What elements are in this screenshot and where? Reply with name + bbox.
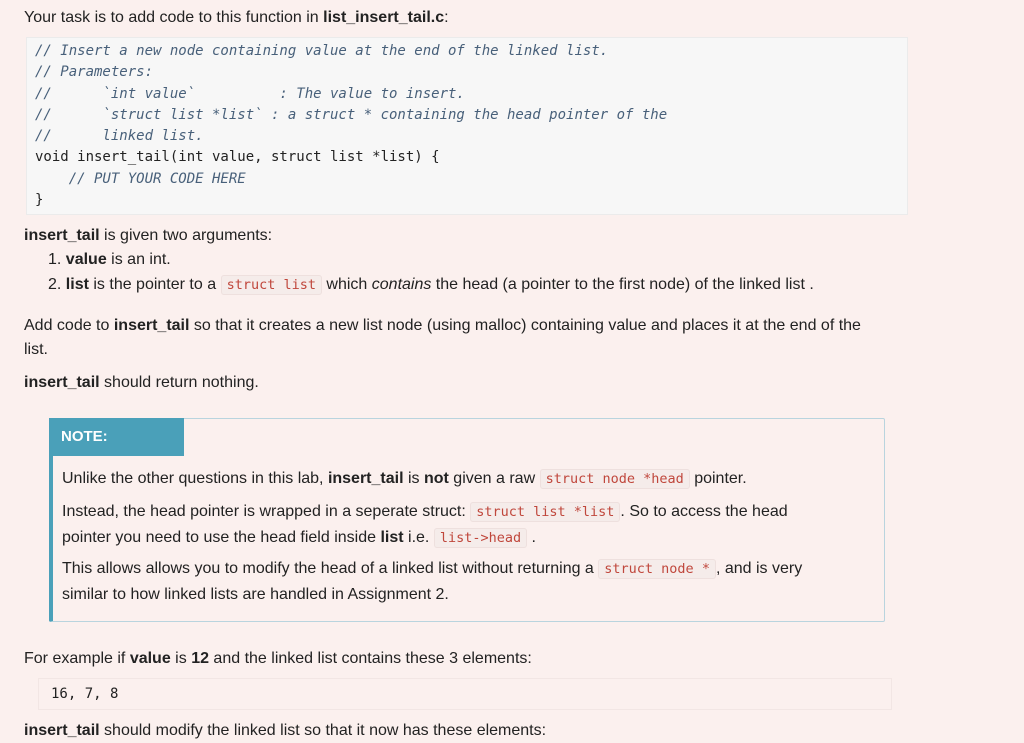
note-paragraph-1 [62, 466, 862, 492]
arg-2-em: contains [371, 276, 432, 293]
note-paragraph-3 [62, 556, 862, 607]
arg-1-name: value [65, 251, 107, 268]
after-name: insert_tail [24, 722, 100, 739]
code-line-2: // Parameters: [35, 64, 154, 81]
note-p3-line2: similar to how linked lists are handled in Assignment 2. [62, 586, 449, 603]
after-rest: should modify the linked list so that it now has these elements: [99, 722, 547, 739]
arg-2-post-b: the head (a pointer to the first node) of the linked list . [431, 276, 814, 293]
add-code-line2: list. [24, 341, 48, 358]
example-pre: For example if [24, 650, 130, 667]
note-p2-end: . [531, 529, 536, 546]
note-p3-pre: This allows allows you to modify the head of a linked list without returning a [62, 560, 599, 577]
note-p1-mid: is [403, 470, 424, 487]
struct-node-head-code: struct node *head [540, 469, 690, 489]
returns-rest: should return nothing. [99, 374, 259, 391]
example-mid2: and the linked list contains these 3 elements: [208, 650, 532, 667]
note-p1-post: given a raw [448, 470, 540, 487]
add-code-paragraph [24, 314, 924, 362]
note-p2-ie: i.e. [403, 529, 434, 546]
list-head-code: list->head [434, 528, 527, 548]
struct-list-code: struct list [221, 275, 322, 295]
code-block [26, 37, 908, 215]
code-line-5: // linked list. [35, 128, 204, 145]
note-p1-pre: Unlike the other questions in this lab, [62, 470, 328, 487]
args-intro [24, 224, 272, 248]
example-value: 12 [191, 650, 209, 667]
code-line-4: // `struct list *list` : a struct * containing the head pointer of the [35, 106, 668, 123]
arg-2-num: 2. [48, 276, 62, 293]
code-line-6: void insert_tail(int value, struct list *list) { [35, 149, 440, 166]
intro-filename: list_insert_tail.c [323, 9, 445, 26]
note-p3-post: , and is very [715, 560, 803, 577]
returns-name: insert_tail [24, 374, 100, 391]
code-line-3: // `int value` : The value to insert. [35, 85, 465, 102]
arg-item-2 [48, 273, 814, 297]
returns-paragraph [24, 371, 259, 395]
note-p2-pre: Instead, the head pointer is wrapped in a seperate struct: [62, 503, 471, 520]
note-p2-name: list [380, 529, 404, 546]
note-paragraph-2 [62, 499, 862, 551]
intro-suffix: : [444, 9, 449, 26]
note-header: NOTE: [49, 418, 184, 456]
note-p2-line2: pointer you need to use the head field inside [62, 529, 381, 546]
intro-prefix: Your task is to add code to this function in [24, 9, 324, 26]
arg-2-name: list [65, 276, 89, 293]
intro-text [24, 7, 449, 29]
note-p1-not: not [423, 470, 449, 487]
example-value-label: value [129, 650, 171, 667]
note-p1-end: pointer. [694, 470, 747, 487]
arg-2-pre: is the pointer to a [88, 276, 221, 293]
code-line-1: // Insert a new node containing value at the end of the linked list. [35, 43, 609, 59]
example-paragraph [24, 647, 532, 671]
args-intro-rest: is given two arguments: [99, 227, 273, 244]
arg-1-num: 1. [48, 251, 62, 268]
arg-item-1 [48, 248, 171, 272]
add-code-pre: Add code to [24, 317, 114, 334]
example-mid1: is [170, 650, 192, 667]
code-line-8: } [35, 192, 44, 209]
add-code-line1: so that it creates a new list node (using malloc) containing value and places it at the end of the [189, 317, 861, 334]
note-p2-mid: . So to access the head [620, 503, 788, 520]
after-paragraph [24, 719, 546, 743]
arg-1-rest: is an int. [106, 251, 171, 268]
arg-2-post-a: which [321, 276, 372, 293]
args-intro-name: insert_tail [24, 227, 100, 244]
note-p1-name: insert_tail [327, 470, 404, 487]
code-line-7: // PUT YOUR CODE HERE [35, 170, 246, 187]
struct-list-list-code: struct list *list [470, 502, 620, 522]
note-box [49, 418, 885, 622]
struct-node-code: struct node * [598, 559, 716, 579]
add-code-name: insert_tail [113, 317, 190, 334]
example-list-block: 16, 7, 8 [38, 678, 892, 710]
